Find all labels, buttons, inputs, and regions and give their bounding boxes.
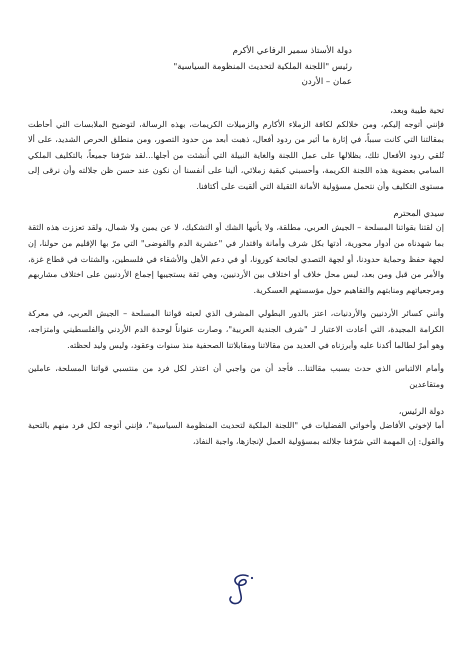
paragraph-5: أما لإخوتي الأفاضل وأخواتي الفضليات في "اللجنة الملكية لتحديث المنظومة السياسية"، فإنني أتوجه لكل فرد منهم بالتحية والقول: إن المهمة التي شرّفنا جلالته بمسؤولية العمل لإنجازها، واجبة النفاذ، bbox=[28, 420, 444, 446]
paragraph-1: فإنني أتوجه إليكم، ومن خلالكم لكافة الزملاء الأكارم والزميلات الكريمات، بهذه الرسالة، لتوضيح الملابسات التي أحاطت بمقالتنا التي كانت سبباً، في إثارة ما أثير من ردود أفعال، ذهبت أبعد من حدود التصور، ومن منطلق الحرص الشديد، على ألا تُلقي ردود الأفعال تلك، بظلالها على عمل اللجنة والغاية النبيلة التي أُنشئت من أجلها...لقد شرّفنا جميعاً، بالتكليف الملكي السامي بعضوية هذه اللجنة الكريمة، وأحسبني كبقية زملائي، ألينا على أنفسنا أن نكون عند حسن ظن جلالته وأن نرقى إلى مستوى التكليف وأن نتحمل مسؤولية الأمانة الثقيلة التي ألقيت على أكتافنا. bbox=[28, 118, 444, 191]
salutation-sir: سيدي المحترم bbox=[393, 208, 444, 219]
paragraph-2: إن لقتنا بقواتنا المسلحة – الجيش العربي، مطلقة، ولا يأتيها الشك أو التشكيك، لا عن يمين ولا شمال، ولقد تعززت هذه الثقة بما شهدناه من أدوار محورية، أدتها بكل شرف وأمانة واقتدار في "عشرية الدم والفوضى" التي مرّ بها الإقليم من حولنا، إن لجهة حفظ وحماية حدودنا، أو لجهة التصدي لجائحة كورونا، أو في دعم الأهل والأشقاء في فلسطين، والشتات في قطاع غزة، والأمر من قبل ومن بعد، ليس محل خلاف أو اختلاف بين الأردنيين، وهي ثقة يستجيبها إجماع الأردنيين على اختلاف مشاربهم ومرجعياتهم ومنابتهم والتفاهيم حول مؤسستهم العسكرية. bbox=[28, 222, 444, 295]
recipient-address bbox=[28, 44, 352, 91]
handwritten-signature bbox=[222, 570, 262, 606]
recipient-location: عمان – الأردن bbox=[301, 77, 352, 87]
salutation-prime-minister: دولة الرئيس، bbox=[398, 406, 444, 417]
paragraph-4: وأمام الالتباس الذي حدث بسبب مقالتنا... فأجد أن من واجبي أن اعتذر لكل فرد من منتسبي قواتنا المسلحة، عاملين ومتقاعدين bbox=[28, 363, 444, 389]
greeting: تحية طيبة وبعد، bbox=[390, 104, 444, 115]
signature-mark bbox=[222, 570, 262, 606]
paragraph-3: وأنني كسائر الأردنيين والأردنيات، اعتز بالدور البطولي المشرف الذي لعبته قواتنا المسلحة – الجيش العربي، في معركة الكرامة المجيدة، التي أعادت الاعتبار لـ "شرف الجندية العربية"، وصارت عنواناً لوحدة الدم الأردني والفلسطيني وامتزاجه، وهو أمرٌ لطالما أكدنا عليه وأبرزناه في العديد من مقالاتنا ومقابلاتنا الصحفية منذ سنوات وعقود، وليس وليد لحظته. bbox=[28, 308, 444, 350]
recipient-name: دولة الأستاذ سمير الرفاعي الأكرم bbox=[232, 46, 352, 56]
recipient-title: رئيس "اللجنة الملكية لتحديث المنظومة السياسية" bbox=[173, 61, 352, 72]
